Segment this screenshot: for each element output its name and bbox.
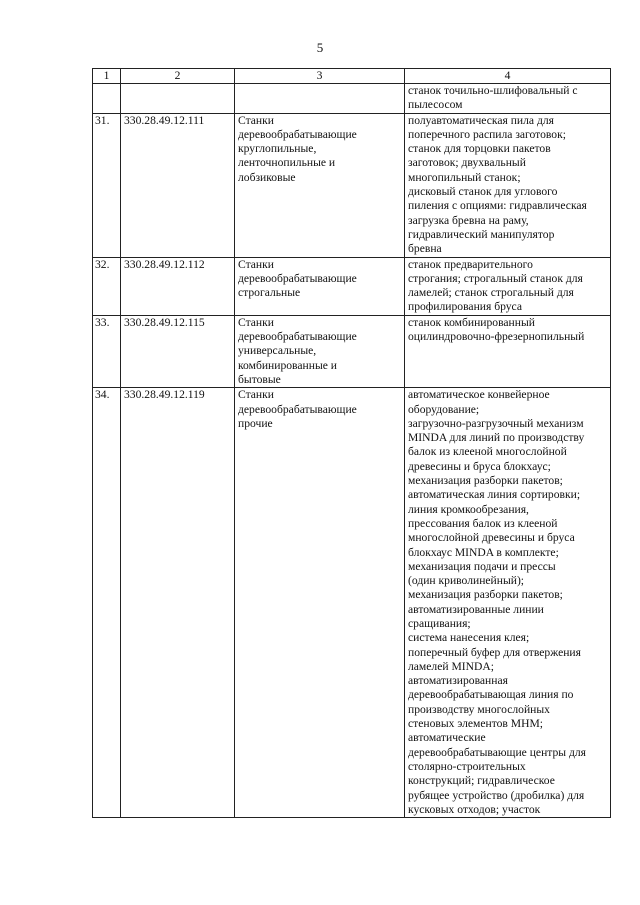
header-cell: 3 — [235, 69, 405, 84]
table-row — [93, 257, 611, 315]
table-row — [93, 113, 611, 257]
header-cell: 2 — [121, 69, 235, 84]
row-number: 33. — [93, 315, 121, 387]
table-row — [93, 84, 611, 114]
okpd-code: 330.28.49.12.115 — [121, 315, 235, 387]
equipment-list: полуавтоматическая пила для поперечного распила заготовок; станок для торцовки пакетов заготовок; двухвальный многопильный станок; дисковый станок для углового пиления с опциями: гидравлическая загрузка бревна на раму, гидравлический манипулятор бревна — [405, 113, 611, 257]
okpd-code: 330.28.49.12.111 — [121, 113, 235, 257]
table-row — [93, 388, 611, 818]
okpd-code — [121, 84, 235, 114]
equipment-list: автоматическое конвейерное оборудование; загрузочно-разгрузочный механизм MINDA для линий по производству балок из клееной многослойной древесины и бруса блокхаус; механизация разборки пакетов; автоматическая линия сортировки; линия кромкообрезания, прессования балок из клееной многослойной древесины и бруса блокхаус MINDA в комплекте; механизация подачи и прессы (один криволинейный); механизация разборки пакетов; автоматизированные линии сращивания; система нанесения клея; поперечный буфер для отвержения ламелей MINDA; автоматизированная деревообрабатывающая линия по производству многослойных стеновых элементов MHM; автоматические деревообрабатывающие центры для столярно-строительных конструкций; гидравлическое рубящее устройство (дробилка) для кусковых отходов; участок — [405, 388, 611, 818]
category-name: Станки деревообрабатывающие прочие — [235, 388, 405, 818]
page-number: 5 — [316, 40, 324, 55]
header-cell: 4 — [405, 69, 611, 84]
table-row — [93, 315, 611, 387]
category-name: Станки деревообрабатывающие универсальные, комбинированные и бытовые — [235, 315, 405, 387]
okpd-code: 330.28.49.12.112 — [121, 257, 235, 315]
row-number — [93, 84, 121, 114]
equipment-list: станок предварительного строгания; строгальный станок для ламелей; станок строгальный для профилирования бруса — [405, 257, 611, 315]
okpd-code: 330.28.49.12.119 — [121, 388, 235, 818]
equipment-list: станок точильно-шлифовальный с пылесосом — [405, 84, 611, 114]
category-name: Станки деревообрабатывающие строгальные — [235, 257, 405, 315]
equipment-table — [92, 68, 611, 818]
category-name — [235, 84, 405, 114]
header-cell: 1 — [93, 69, 121, 84]
row-number: 32. — [93, 257, 121, 315]
category-name: Станки деревообрабатывающие круглопильные, ленточнопильные и лобзиковые — [235, 113, 405, 257]
equipment-list: станок комбинированный оцилиндровочно-фрезернопильный — [405, 315, 611, 387]
row-number: 34. — [93, 388, 121, 818]
row-number: 31. — [93, 113, 121, 257]
table-header-row — [93, 69, 611, 84]
